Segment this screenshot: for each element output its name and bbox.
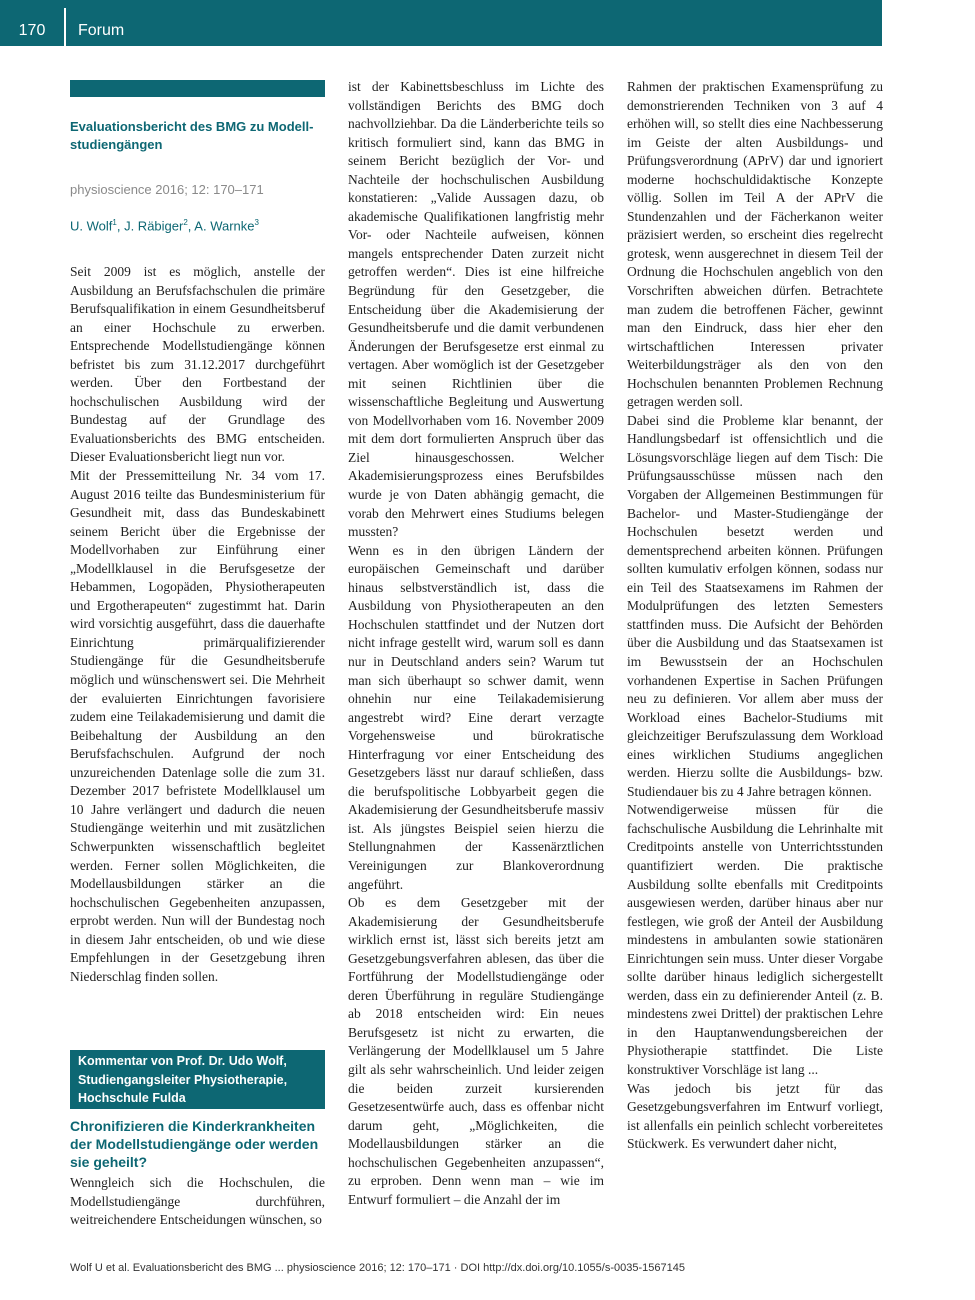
comment-paragraph: Rahmen der praktischen Examensprüfung zu demonstrierenden Techniken von 3 auf 4 erhöhen will, so stellt dies eine Nachbesserung im Geiste der alten Ausbildungs- und Prüfungsverordnung (APrV) dar und ignoriert moderne hochschuldidaktische Konzepte völlig. Sollen im Teil A der APrV die Stundenzahlen und der Fächerkanon weiter präzisiert werden, so erscheint dies regelrecht grotesk, wenn ausgerechnet in diesem Teil der Ordnung die Hochschulen angeblich von den Vorschriften abweichen dürfen. Betrachtete man zudem die betroffenen Fächer, gewinnt man den Eindruck, dass hier eher den wirtschaftlichen Interessen privater Weiterbildungsträger als den von den Hochschulen benannten Problemen Rechnung getragen werden soll. bbox=[627, 79, 883, 410]
comment-title: Chronifizieren die Kinderkrankheiten der Modellstudiengänge oder werden sie geheilt? bbox=[70, 1118, 319, 1170]
abstract-paragraph: Seit 2009 ist es möglich, anstelle der Ausbildung an Berufsfachschulen die primäre Berufsqualifikation in einem Gesundheitsberuf an einer Hochschule zu erwerben. Entsprechende Modellstudiengänge können befristet bis zum 31.12.2017 durchgeführt werden. Über den Fortbestand der hochschulischen Ausbildung wird der Bundestag auf der Grundlage des Evaluationsberichts des BMG entscheiden. Dieser Evaluationsbericht liegt nun vor. bbox=[70, 264, 325, 465]
author-name: A. Warnke bbox=[194, 218, 255, 234]
article-banner bbox=[70, 80, 325, 97]
author-affiliation: 1 bbox=[112, 218, 117, 227]
comment-author-box bbox=[70, 1050, 325, 1109]
page-number: 170 bbox=[18, 22, 46, 39]
author-affiliation: 3 bbox=[254, 218, 259, 227]
comment-body-col1 bbox=[70, 1174, 325, 1230]
author-name: U. Wolf bbox=[70, 218, 113, 234]
text-column-2 bbox=[348, 78, 604, 1209]
comment-paragraph: Dabei sind die Probleme klar benannt, der Handlungsbedarf ist offensichtlich und die Lösungsvorschläge liegen auf dem Tisch: Die Prüfungsausschüsse müssen nach den Vorgaben der Allgemeinen Bestimmungen für Bachelor- und Master-Studiengänge der Hochschulen besetzt werden und dementsprechend arbeiten können. Prüfungen sollten kumulativ erfolgen können, sodass nur ein Teil des Staatsexamens im Rahmen der Modulprüfungen des letzten Semesters stattfinden muss. Die Aufsicht der Behörden über die Ausbildung und das Staatsexamen ist im Bewusstsein der an Hochschulen vorhandenen Expertise in Sachen Prüfungen neu zu definieren. Vor allem aber muss der Workload eines Bachelor-Studiums mit gleichzeitiger Berufszulassung dem Workload eines wirklichen Studiums angeglichen werden. Hierzu sollte die Ausbildungs- bzw. Studiendauer bis zu 4 Jahre betragen können. bbox=[627, 412, 883, 799]
comment-paragraph: Was jedoch bis jetzt für das Gesetzgebungsverfahren im Entwurf vorliegt, ist allenfalls ein peinlich schlecht vorbereitetes Stückwerk. Es verwundert daher nicht, bbox=[627, 1080, 883, 1152]
author-name: J. Räbiger bbox=[124, 218, 184, 234]
comment-paragraph: Notwendigerweise müssen für die fachschulische Ausbildung die Lehrinhalte mit Creditpoints anstelle von Unterrichtsstunden quantifiziert werden. Die praktische Ausbildung sollte ebenfalls mit Creditpoints ausgewiesen werden, darüber hinaus aber nur festlegen, wie groß der Anteil der Ausbildung mindestens in ambulanten sowie stationären Einrichtungen sein muss. Unter dieser Vorgabe sollte darüber hinaus lediglich sichergestellt werden, dass ein zu definierender Anteil (z. B. mindestens zwei Drittel) der praktischen Lehre in den Hauptanwendungsbereichen der Physiotherapie stattfindet. Die Liste konstruktiver Vorschläge ist lang ... bbox=[627, 802, 883, 1077]
author-list: U. Wolf$^1$, J. Räbiger$^2$, A. Warnke$^3$ bbox=[70, 218, 259, 234]
comment-paragraph: Wenngleich sich die Hochschulen, die Modellstudiengänge durchführen, weitreichendere Entscheidungen wünschen, so bbox=[70, 1175, 325, 1228]
comment-box-line: Hochschule Fulda bbox=[78, 1091, 186, 1105]
comment-box-line: Kommentar von Prof. Dr. Udo Wolf, bbox=[78, 1054, 287, 1068]
comment-box-line: Studiengangsleiter Physiotherapie, bbox=[78, 1072, 288, 1087]
comment-paragraph: Wenn es in den übrigen Ländern der europäischen Gemeinschaft und darüber hinaus selbstverständlich ist, dass die Ausbildung von Physiotherapeuten an den Hochschulen stattfindet und der Nutzen dort nicht infrage gestellt wird, warum soll es dann nur in Deutschland anders sein? Warum tut man sich überhaupt so schwer damit, wenn ohnehin nur eine Teilakademisierung angestrebt wird? Eine derart verzagte Vorgehensweise und bürokratische Hinterfragung vor einer Entscheidung des Gesetzgebers lässt nur darauf schließen, dass die berufspolitische Lobbyarbeit gegen die Akademisierung der Gesundheitsberufe massiv ist. Als jüngstes Beispiel seien hierzu die Stellungnahmen der Kassenärztlichen Vereinigungen zur Blankoverordnung angeführt. bbox=[348, 542, 604, 892]
article-title: Evaluationsbericht des BMG zu Modellstudiengängen bbox=[70, 119, 314, 152]
top-header-bar bbox=[0, 0, 882, 46]
comment-paragraph: ist der Kabinettsbeschluss im Lichte des vollständigen Berichts des BMG doch nachvollziehbar. Da die Länderberichte teils so kritisch formuliert sind, kann das BMG in seinem Bericht bezüglich der Vor- und Nachteile der hochschulischen Ausbildung konstatieren: „Valide Aussagen dazu, ob akademische Qualifikationen langfristig mehr Vor- oder Nachteile aufweisen, können mangels entsprechender Daten zurzeit nicht getroffen werden“. Dies ist eine hilfreiche Begründung für den Gesetzgeber, die Entscheidung über die Akademisierung der Gesundheitsberufe und die damit verbundenen Änderungen der Berufsgesetze erst einmal zu vertagen. Aber womöglich ist der Gesetzgeber mit seinen Richtlinien über die wissenschaftliche Begleitung und Auswertung von Modellvorhaben vom 16. November 2009 mit dem dort formulierten Anspruch über das Ziel hinausgeschossen. Welcher Akademisierungsprozess eines Berufsbildes wurde je von Daten abhängig gemacht, die vorab den Mehrwert eines Studiums belegen mussten? bbox=[348, 79, 604, 540]
article-abstract bbox=[70, 263, 325, 986]
text-column-3 bbox=[627, 78, 883, 1154]
abstract-paragraph: Mit der Pressemitteilung Nr. 34 vom 17. August 2016 teilte das Bundesministerium für Gesundheit mit, dass das Bundeskabinett seinem Bericht über die Ergebnisse der Modellvorhaben zur Einführung einer „Modellklausel in die Berufsgesetze der Hebammen, Logopäden, Physiotherapeuten und Ergotherapeuten“ zugestimmt hat. Darin wird vorsichtig ausgeführt, dass die dauerhafte Einrichtung primärqualifizierender Studiengänge für die Gesundheitsberufe möglich und wünschenswert sei. Die Mehrheit der evaluierten Einrichtungen favorisiere zudem eine Teilakademisierung und damit die Beibehaltung der Ausbildung an den Berufsfachschulen. Aufgrund der noch unzureichenden Datenlage solle die zum 31. Dezember 2017 befristete Modellklausel um 10 Jahre verlängert und dadurch die neuen Studiengänge weiterhin und mit zusätzlichen Schwerpunkten wissenschaftlich begleitet werden. Ferner sollen Möglichkeiten, die Modellausbildungen stärker an die hochschulischen Gegebenheiten anzupassen, erprobt werden. Nun will der Bundestag noch in diesem Jahr entscheiden, ob und wie diese Empfehlungen in der Gesetzgebung ihren Niederschlag finden sollen. bbox=[70, 468, 325, 984]
comment-paragraph: Ob es dem Gesetzgeber mit der Akademisierung der Gesundheitsberufe wirklich ernst ist, lässt sich bereits jetzt am Gesetzgebungsverfahren ablesen, das über die Fortführung der Modellstudiengänge oder deren Überführung in reguläre Studiengänge ab 2018 entscheiden wird: Ein neues Berufsgesetz ist nicht zu erwarten, die Verlängerung der Modellklausel um 5 Jahre gilt als sehr wahrscheinlich. Und leider zeigen die beiden zurzeit kursierenden Gesetzesentwürfe auch, dass es offenbar nicht darum geht, „Möglichkeiten, die Modellausbildungen stärker an die hochschulischen Gegebenheiten anzupassen“, zu erproben. Denn wenn man – wie im Entwurf formuliert – die Anzahl der im bbox=[348, 895, 604, 1207]
header-divider bbox=[64, 8, 66, 46]
article-citation: physioscience 2016; 12: 170–171 bbox=[70, 182, 264, 197]
section-label: Forum bbox=[78, 22, 125, 39]
page-footer: Wolf U et al. Evaluationsbericht des BMG ... physioscience 2016; 12: 170–171 · DOI http://dx.doi.org/10.1055/s-0035-1567145 bbox=[70, 1262, 685, 1274]
author-affiliation: 2 bbox=[183, 218, 188, 227]
